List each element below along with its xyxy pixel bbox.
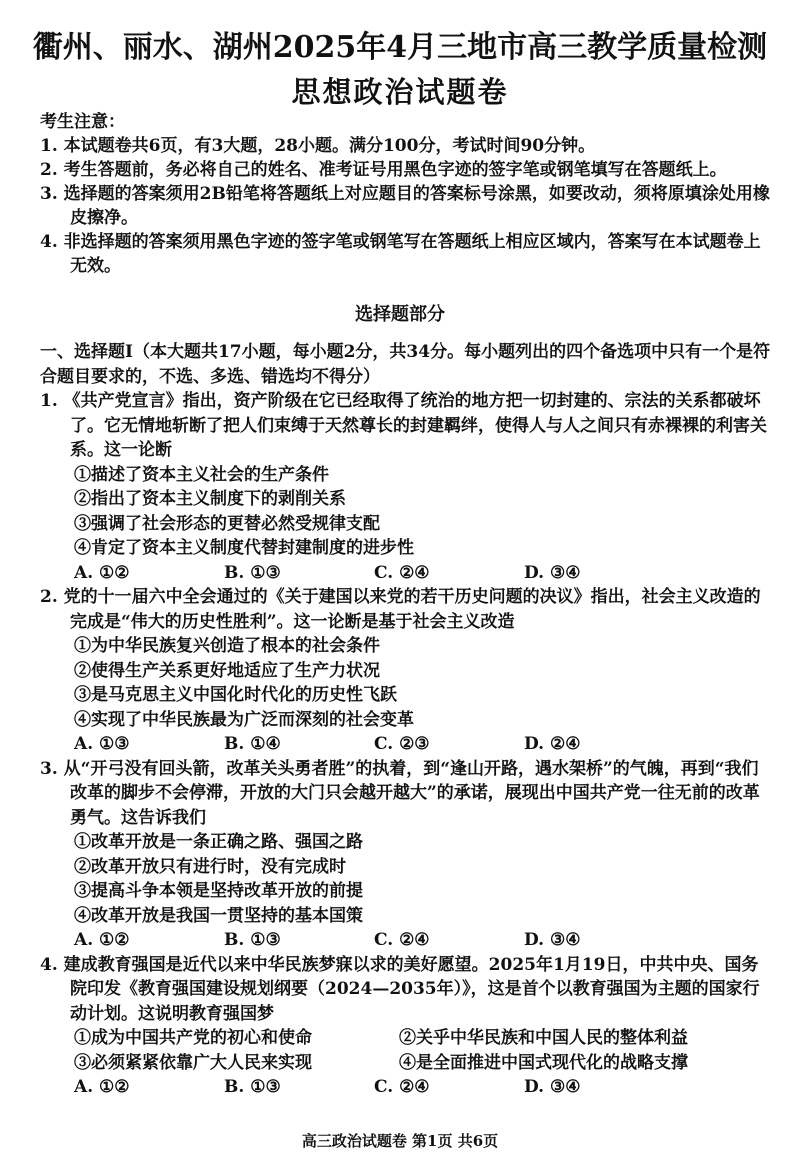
question-option: ②指出了资本主义制度下的剥削关系	[74, 489, 346, 509]
question-3	[40, 757, 775, 953]
question-option: ②关乎中华民族和中国人民的整体利益	[399, 1028, 688, 1048]
question-option: ①成为中国共产党的初心和使命	[74, 1028, 312, 1048]
question-option: ③提高斗争本领是坚持改革开放的前提	[74, 881, 363, 901]
choice-c: C. ②④	[374, 562, 430, 583]
choice-b: B. ①③	[224, 1077, 281, 1097]
question-option: ①改革开放是一条正确之路、强国之路	[74, 832, 363, 852]
answer-choices	[40, 561, 775, 586]
question-option: ①为中华民族复兴创造了根本的社会条件	[74, 636, 380, 656]
choice-a: A. ①②	[74, 930, 130, 950]
question-option: ③是马克思主义中国化时代化的历史性飞跃	[74, 685, 397, 705]
notice-heading: 考生注意：	[40, 112, 125, 132]
answer-choices	[40, 732, 775, 757]
question-option: ④是全面推进中国式现代化的战略支撑	[399, 1052, 688, 1073]
question-stem: 4. 建成教育强国是近代以来中华民族梦寐以求的美好愿望。2025年1月19日，中共中央、国务院印发《教育强国建设规划纲要（2024—2035年）》，这是首个以教育强国为主题的国家行动计划。这说明教育强国梦	[40, 954, 760, 1024]
question-option: ④肯定了资本主义制度代替封建制度的进步性	[74, 538, 414, 558]
option-row	[40, 1026, 775, 1051]
question-option: ③强调了社会形态的更替必然受规律支配	[74, 513, 380, 534]
question-4	[40, 953, 775, 1100]
choice-c: C. ②④	[374, 930, 430, 950]
section-intro: 一、选择题Ⅰ（本大题共17小题，每小题2分，共34分。每小题列出的四个备选项中只有一个是符合题目要求的，不选、多选、错选均不得分）	[40, 342, 771, 387]
questions-area	[40, 340, 775, 1100]
choice-d: D. ③④	[524, 1077, 581, 1097]
choice-a: A. ①③	[74, 734, 130, 754]
choice-b: B. ①③	[224, 930, 281, 950]
page-footer: 高三政治试题卷 第1页 共6页	[301, 1132, 499, 1150]
question-option: ③必须紧紧依靠广大人民来实现	[74, 1052, 312, 1073]
question-option: ④实现了中华民族最为广泛而深刻的社会变革	[74, 709, 414, 730]
choice-a: A. ①②	[74, 1077, 130, 1097]
question-option: ①描述了资本主义社会的生产条件	[74, 464, 329, 485]
section-title: 选择题部分	[355, 304, 445, 325]
choice-b: B. ①④	[224, 734, 281, 754]
question-2	[40, 585, 775, 757]
question-stem: 3. 从“开弓没有回头箭，改革关头勇者胜”的执着，到“逢山开路，遇水架桥”的气魄，再到“我们改革的脚步不会停滞，开放的大门只会越开越大”的承诺，展现出中国共产党一往无前的改革勇气。这告诉我们	[40, 758, 760, 828]
question-option: ②使得生产关系更好地适应了生产力状况	[74, 660, 380, 681]
question-option: ②改革开放只有进行时，没有完成时	[74, 856, 346, 877]
choice-d: D. ③④	[524, 562, 581, 583]
question-stem: 1. 《共产党宣言》指出，资产阶级在它已经取得了统治的地方把一切封建的、宗法的关系都破坏了。它无情地斩断了把人们束缚于天然尊长的封建羁绊，使得人与人之间只有赤裸裸的利害关系。这一论断	[40, 391, 767, 460]
exam-title: 衢州、丽水、湖州2025年4月三地市高三教学质量检测	[32, 30, 768, 65]
choice-c: C. ②③	[374, 734, 430, 754]
answer-choices	[40, 928, 775, 953]
notice-item: 3. 选择题的答案须用2B铅笔将答题纸上对应题目的答案标号涂黑，如要改动，须将原填涂处用橡皮擦净。	[40, 184, 770, 228]
notice-item: 1. 本试题卷共6页，有3大题，28小题。满分100分，考试时间90分钟。	[40, 136, 596, 156]
exam-subtitle: 思想政治试题卷	[291, 75, 509, 109]
choice-a: A. ①②	[74, 562, 130, 583]
choice-b: B. ①③	[224, 562, 281, 583]
choice-c: C. ②④	[374, 1077, 430, 1097]
question-stem: 2. 党的十一届六中全会通过的《关于建国以来党的若干历史问题的决议》指出，社会主义改造的完成是“伟大的历史性胜利”。这一论断是基于社会主义改造	[40, 587, 761, 632]
question-1	[40, 389, 775, 585]
option-row	[40, 1051, 775, 1076]
notice-item: 4. 非选择题的答案须用黑色字迹的签字笔或钢笔写在答题纸上相应区域内，答案写在本试题卷上无效。	[40, 232, 761, 276]
choice-d: D. ③④	[524, 930, 581, 950]
question-option: ④改革开放是我国一贯坚持的基本国策	[74, 905, 363, 926]
notice-block	[40, 110, 775, 278]
answer-choices	[40, 1075, 775, 1100]
choice-d: D. ②④	[524, 734, 581, 754]
notice-item: 2. 考生答题前，务必将自己的姓名、准考证号用黑色字迹的签字笔或钢笔填写在答题纸上。	[40, 160, 727, 180]
